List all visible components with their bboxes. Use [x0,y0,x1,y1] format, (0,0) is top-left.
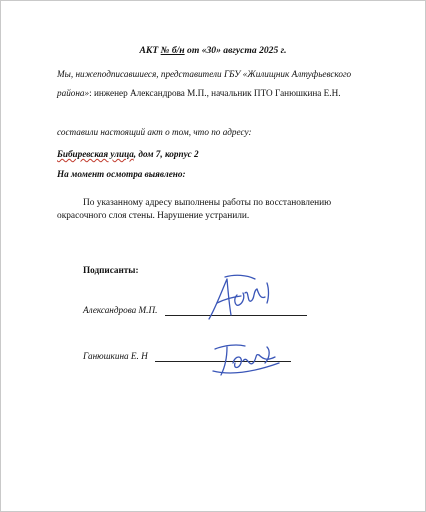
intro-line-2-rest: : инженер Александрова М.П., начальник ПТО Ганюшкина Е.Н. [89,88,341,98]
statement-line: составили настоящий акт о том, что по адресу: [57,127,252,137]
inspection-text: По указанному адресу выполнены работы по восстановлению окрасочного слоя стены. Нарушение устранили. [57,198,332,221]
signatory-2-name: Ганюшкина Е. Н [83,351,148,361]
signatory-1-name: Александрова М.П. [83,305,158,315]
address-line [57,149,199,159]
intro-line-2-italic: района» [57,88,90,98]
intro-line-1: Мы, нижеподписавшиеся, представители ГБУ «Жилищник Алтуфьевского [57,69,352,79]
title-number: № б/н [160,45,185,56]
address-street: Бибиревская улица [57,149,134,159]
title-suffix: от «30» августа 2025 г. [184,45,287,56]
inspection-heading: На момент осмотра выявлено: [57,169,186,179]
signatories-heading: Подписанты: [83,265,139,275]
signature-1-image [197,269,281,329]
signature-2-image [205,333,289,385]
intro-line-2 [57,88,341,98]
title-prefix: АКТ [139,45,161,56]
act-title [1,45,425,56]
address-rest: , дом 7, корпус 2 [133,149,199,159]
